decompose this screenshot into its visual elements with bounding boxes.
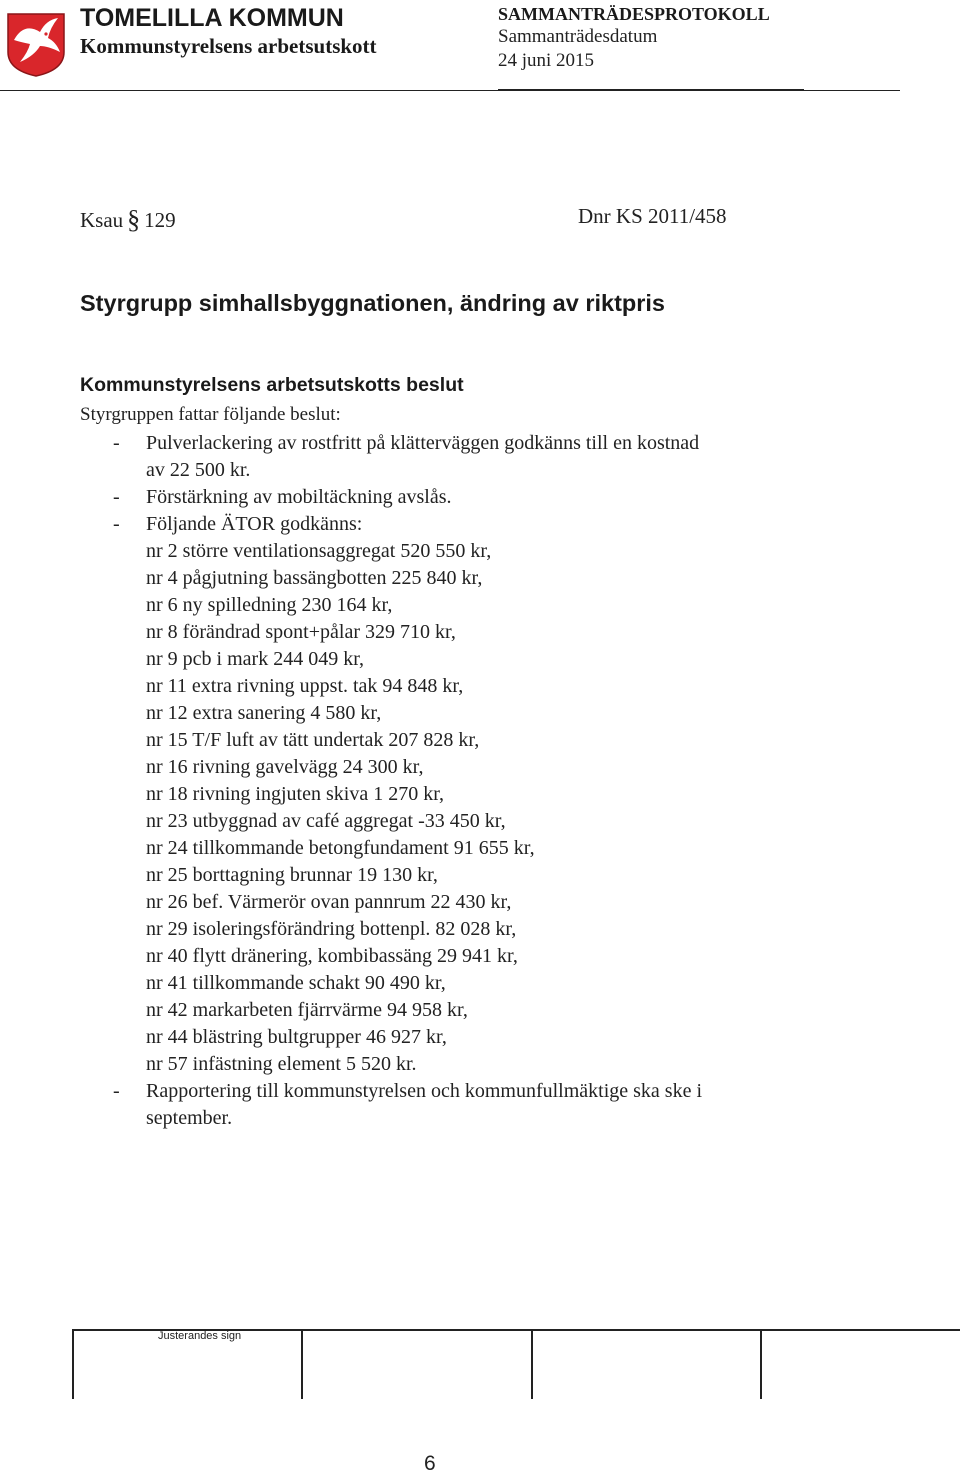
org-subtitle: Kommunstyrelsens arbetsutskott — [80, 34, 377, 58]
ator-item: nr 16 rivning gavelvägg 24 300 kr, — [146, 756, 424, 778]
signature-box — [531, 1331, 533, 1399]
ator-item: nr 25 borttagning brunnar 19 130 kr, — [146, 864, 438, 886]
signature-box — [72, 1331, 74, 1399]
ator-item: nr 11 extra rivning uppst. tak 94 848 kr, — [146, 675, 464, 697]
paragraph-sign: § — [127, 205, 141, 234]
meeting-date-label: Sammanträdesdatum — [498, 26, 658, 47]
decision-intro: Styrgruppen fattar följande beslut: — [80, 404, 341, 425]
list-item: Pulverlackering av rostfritt på klätterväggen godkänns till en kostnad — [146, 432, 700, 454]
signature-label: Justerandes sign — [158, 1330, 242, 1342]
ator-item: nr 42 markarbeten fjärrvärme 94 958 kr, — [146, 999, 468, 1021]
document-type: SAMMANTRÄDESPROTOKOLL — [498, 4, 770, 24]
meeting-date: 24 juni 2015 — [498, 50, 595, 71]
org-name: TOMELILLA KOMMUN — [80, 4, 344, 32]
ator-item: nr 6 ny spilledning 230 164 kr, — [146, 594, 393, 616]
ator-item: nr 44 blästring bultgrupper 46 927 kr, — [146, 1026, 447, 1048]
list-dash: - — [113, 513, 120, 535]
ator-item: nr 41 tillkommande schakt 90 490 kr, — [146, 972, 446, 994]
ator-item: nr 9 pcb i mark 244 049 kr, — [146, 648, 365, 670]
ator-item: nr 4 pågjutning bassängbotten 225 840 kr, — [146, 567, 483, 589]
ator-item: nr 26 bef. Värmerör ovan pannrum 22 430 kr, — [146, 891, 512, 913]
header-divider-accent — [498, 89, 804, 91]
page-number: 6 — [424, 1452, 436, 1475]
section-number: 129 — [144, 208, 176, 232]
signature-box — [760, 1331, 762, 1399]
section-reference — [80, 204, 176, 234]
ator-item: nr 8 förändrad spont+pålar 329 710 kr, — [146, 621, 456, 643]
seagull-coat-of-arms-icon — [6, 12, 66, 78]
list-dash: - — [113, 486, 120, 508]
list-dash: - — [113, 1080, 120, 1102]
ator-item: nr 15 T/F luft av tätt undertak 207 828 kr, — [146, 729, 480, 751]
ator-item: nr 24 tillkommande betongfundament 91 655 kr, — [146, 837, 535, 859]
ator-item: nr 18 rivning ingjuten skiva 1 270 kr, — [146, 783, 445, 805]
ator-item: nr 23 utbyggnad av café aggregat -33 450 kr, — [146, 810, 506, 832]
list-item: Följande ÄTOR godkänns: — [146, 513, 363, 535]
list-item: Förstärkning av mobiltäckning avslås. — [146, 486, 452, 508]
list-item-continuation: av 22 500 kr. — [146, 459, 251, 481]
ator-item: nr 40 flytt dränering, kombibassäng 29 941 kr, — [146, 945, 518, 967]
section-prefix: Ksau — [80, 208, 124, 232]
ator-item: nr 57 infästning element 5 520 kr. — [146, 1053, 417, 1075]
ator-item: nr 12 extra sanering 4 580 kr, — [146, 702, 382, 724]
list-item-continuation: september. — [146, 1107, 233, 1129]
page-title: Styrgrupp simhallsbyggnationen, ändring av riktpris — [80, 290, 665, 316]
list-dash: - — [113, 432, 120, 454]
ator-item: nr 29 isoleringsförändring bottenpl. 82 028 kr, — [146, 918, 517, 940]
decision-heading: Kommunstyrelsens arbetsutskotts beslut — [80, 374, 464, 396]
signature-box — [301, 1331, 303, 1399]
ator-item: nr 2 större ventilationsaggregat 520 550 kr, — [146, 540, 492, 562]
diary-number: Dnr KS 2011/458 — [578, 204, 727, 228]
list-item: Rapportering till kommunstyrelsen och kommunfullmäktige ska ske i — [146, 1080, 703, 1102]
